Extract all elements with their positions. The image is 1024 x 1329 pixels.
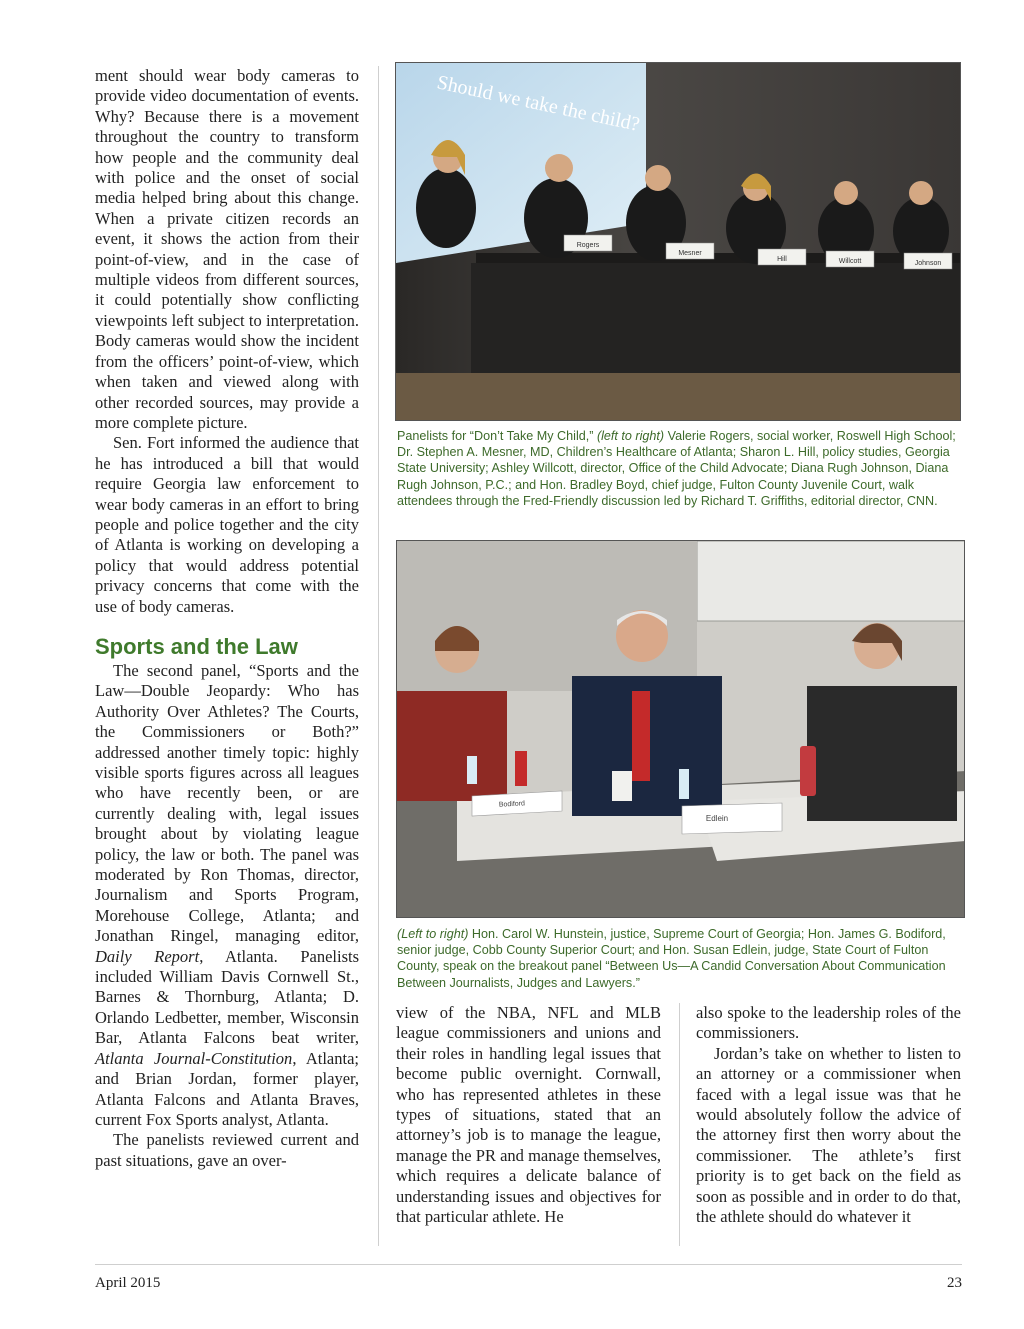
right-column bbox=[696, 1003, 961, 1227]
screen-text: Should we take the child? bbox=[434, 71, 642, 136]
panel-photo-illustration bbox=[397, 541, 965, 918]
caption-text: Hon. Carol W. Hunstein, justice, Supreme Court of Georgia; Hon. James G. Bodiford, senior judge, Cobb County Superior Court; and Hon. Susan Edlein, judge, State Court of Fulton County, speak on the breakout panel “Between Us—A Candid Conversation About Communication Between Journalists, Judges and Lawyers.” bbox=[397, 927, 946, 990]
caption-lead: Panelists for “Don’t Take My Child,” bbox=[397, 429, 597, 443]
nameplate: Mesner bbox=[678, 250, 702, 257]
photo-caption-1 bbox=[397, 428, 961, 509]
panel-photo-dont-take-my-child bbox=[395, 62, 961, 421]
photo-caption-2 bbox=[397, 926, 963, 991]
caption-direction: (Left to right) bbox=[397, 927, 469, 941]
page-number: 23 bbox=[947, 1275, 962, 1291]
paragraph-panelists-reviewed: The panelists reviewed current and past situations, gave an over- bbox=[95, 1130, 359, 1170]
column-divider bbox=[679, 1003, 680, 1246]
paragraph-leadership-roles: also spoke to the leadership roles of the commissioners. bbox=[696, 1003, 961, 1043]
nameplate: Edlein bbox=[705, 814, 729, 823]
paragraph-body-cameras: ment should wear body cameras to provide video documentation of events. Why? Because there is a movement throughout the country to transform how people and the community deal with police and the onset of social media helped bring about this change. When a private citizen records an event, it shows the action from their point-of-view, and in the case of multiple videos from different sources, it could potentially show conflicting viewpoints left subject to interpretation. Body cameras would show the incident from the officers’ point-of-view, which when taken and viewed along with other recorded sources, may provide a more complete picture. bbox=[95, 66, 359, 432]
text-segment: The second panel, “Sports and the Law—Double Jeopardy: Who has Authority Over Athletes? The Courts, the Commissioners or Both?” addressed another timely topic: highly visible sports figures across all leagues who have recently been, or are currently dealing with, legal issues brought about by violating league policy, the law or both. The panel was moderated by Ron Thomas, director, Journalism and Sports Program, Morehouse College, Atlanta; and Jonathan Ringel, managing editor, bbox=[95, 660, 359, 946]
paragraph-second-panel bbox=[95, 661, 359, 1130]
left-column bbox=[95, 66, 359, 1171]
panel-photo-between-us bbox=[396, 540, 965, 918]
nameplate: Rogers bbox=[576, 242, 600, 249]
caption-direction: (left to right) bbox=[596, 429, 665, 443]
footer-rule bbox=[95, 1264, 962, 1265]
paragraph-nba-nfl-mlb: view of the NBA, NFL and MLB league commissioners and unions and their roles in handling legal issues that become public overnight. Cornwall, who has represented athletes in these types of situations, stated that an attorney’s job is to manage the league, manage the PR and manage themselves, which requires a delicate balance of understanding issues and objectives for that particular athlete. He bbox=[396, 1003, 661, 1227]
publication-name: Atlanta Journal-Constitution bbox=[95, 1048, 293, 1068]
publication-name: Daily Report bbox=[95, 946, 200, 966]
middle-column bbox=[396, 1003, 661, 1227]
issue-date: April 2015 bbox=[95, 1275, 161, 1291]
column-divider bbox=[378, 66, 379, 1246]
text-segment: , Atlanta; and Brian Jordan, former player, Atlanta Falcons and Atlanta Braves, current Fox Sports analyst, Atlanta. bbox=[95, 1048, 359, 1129]
nameplate: Bodiford bbox=[498, 800, 526, 809]
nameplate: Willcott bbox=[838, 258, 862, 265]
text-segment: , Atlanta. Panelists included William Davis Cornwell St., Barnes & Thornburg, Atlanta; D. Orlando Ledbetter, member, Wisconsin Bar, Atlanta Falcons beat writer, bbox=[95, 946, 359, 1048]
caption-text: Valerie Rogers, social worker, Roswell High School; Dr. Stephen A. Mesner, MD, Children’s Healthcare of Atlanta; Sharon L. Hill, policy studies, Georgia State University; Ashley Willcott, director, Office of the Child Advocate; Diana Rugh Johnson, Diana Rugh Johnson, P.C.; and Hon. Bradley Boyd, chief judge, Fulton County Juvenile Court, walk attendees through the Fred-Friendly discussion led by Richard T. Griffiths, editorial director, CNN. bbox=[397, 429, 956, 508]
panel-photo-illustration bbox=[396, 63, 961, 421]
paragraph-sen-fort: Sen. Fort informed the audience that he has introduced a bill that would require Georgia law enforcement to wear body cameras in an effort to bring people and police together and the city of Atlanta is working on developing a policy that would address potential privacy concerns that come with the use of body cameras. bbox=[95, 433, 359, 616]
paragraph-jordans-take: Jordan’s take on whether to listen to an attorney or a commissioner when faced with a legal issue was that he would absolutely follow the advice of the attorney first then worry about the commissioner. The athlete’s first priority is to get back on the field as soon as possible and in order to do that, the athlete should do whatever it bbox=[696, 1043, 961, 1227]
section-heading: Sports and the Law bbox=[95, 633, 298, 659]
nameplate: Hill bbox=[777, 256, 787, 263]
nameplate: Johnson bbox=[914, 260, 942, 267]
